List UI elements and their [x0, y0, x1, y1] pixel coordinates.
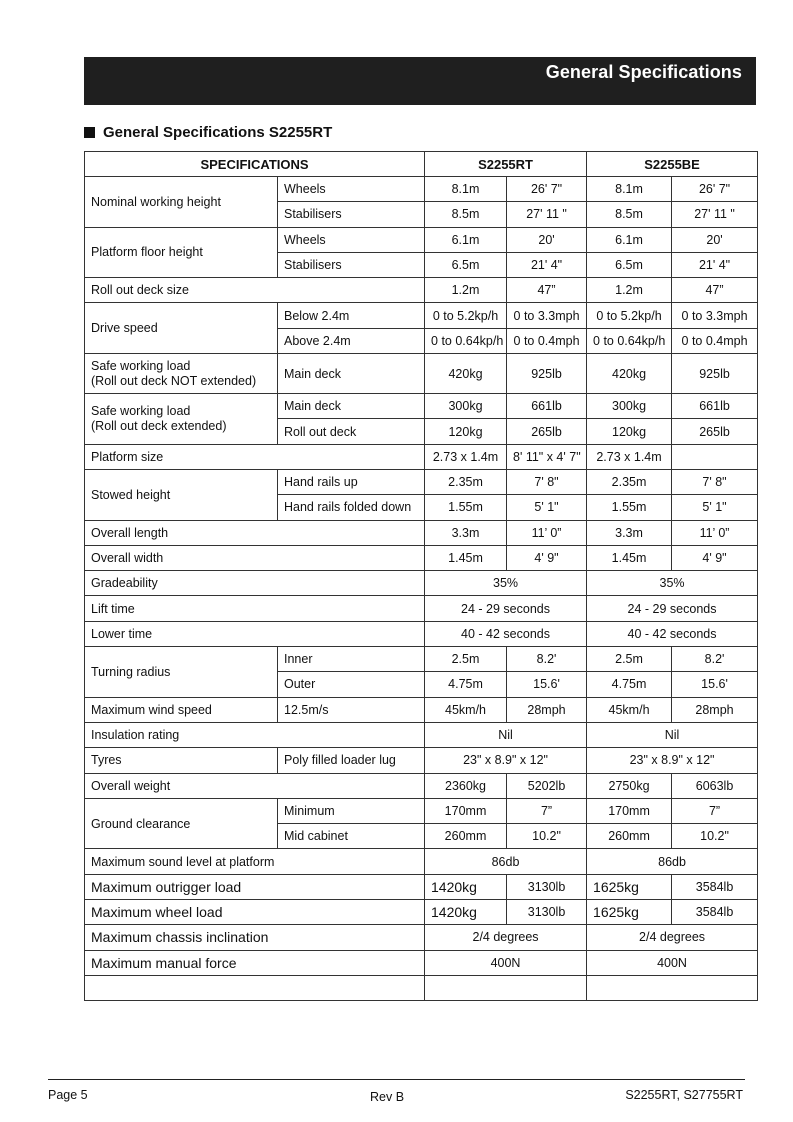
cell: 10.2" — [672, 824, 758, 849]
table-row — [85, 571, 758, 596]
cell: 2.35m — [587, 469, 672, 494]
row-label: Stowed height — [85, 469, 278, 520]
table-row — [85, 874, 758, 899]
cell: 26' 7" — [507, 177, 587, 202]
cell: 0 to 5.2kp/h — [587, 303, 672, 328]
cell: 27' 11 " — [507, 202, 587, 227]
cell: 47” — [672, 278, 758, 303]
cell: 8.5m — [425, 202, 507, 227]
cell: 265lb — [672, 419, 758, 444]
row-sublabel: Wheels — [278, 177, 425, 202]
cell: 0 to 3.3mph — [507, 303, 587, 328]
row-label-line: Safe working load — [91, 358, 191, 373]
cell: 20' — [507, 227, 587, 252]
cell: 400N — [425, 950, 587, 975]
row-label: Overall width — [85, 545, 425, 570]
table-row — [85, 647, 758, 672]
table-header-row — [85, 152, 758, 177]
cell: 6.5m — [587, 252, 672, 277]
cell: 0 to 0.4mph — [507, 328, 587, 353]
cell: 4' 9" — [507, 545, 587, 570]
cell: 1.55m — [425, 495, 507, 520]
cell: 3584lb — [672, 900, 758, 925]
row-label: Gradeability — [85, 571, 425, 596]
cell: 661lb — [507, 394, 587, 419]
cell: 2.5m — [425, 647, 507, 672]
row-label: Maximum wind speed — [85, 697, 278, 722]
cell: 3.3m — [425, 520, 507, 545]
cell: 5202lb — [507, 773, 587, 798]
cell: 3584lb — [672, 874, 758, 899]
header-model-b: S2255BE — [587, 152, 758, 177]
cell: 40 - 42 seconds — [587, 621, 758, 646]
cell-empty — [425, 975, 587, 1000]
cell: 24 - 29 seconds — [587, 596, 758, 621]
cell: 2750kg — [587, 773, 672, 798]
cell: 11’ 0” — [672, 520, 758, 545]
cell: 4' 9" — [672, 545, 758, 570]
table-row — [85, 444, 758, 469]
cell: 1.2m — [425, 278, 507, 303]
cell — [672, 444, 758, 469]
table-row — [85, 394, 758, 419]
cell: 15.6' — [672, 672, 758, 697]
row-label-line: (Roll out deck extended) — [91, 418, 227, 433]
row-sublabel: Stabilisers — [278, 252, 425, 277]
row-label: Lift time — [85, 596, 425, 621]
cell: 2.73 x 1.4m — [425, 444, 507, 469]
footer-models: S2255RT, S27755RT — [625, 1088, 743, 1102]
cell: 7' 8" — [672, 469, 758, 494]
cell: 7” — [672, 798, 758, 823]
row-label: Tyres — [85, 748, 278, 773]
cell: 8.2' — [672, 647, 758, 672]
cell-empty — [85, 975, 425, 1000]
footer-divider — [48, 1079, 745, 1080]
cell: 260mm — [587, 824, 672, 849]
table-row — [85, 900, 758, 925]
row-sublabel: 12.5m/s — [278, 697, 425, 722]
row-label-line: (Roll out deck NOT extended) — [91, 373, 257, 388]
row-label — [85, 394, 278, 445]
cell: 4.75m — [587, 672, 672, 697]
cell: 8.2' — [507, 647, 587, 672]
cell: Nil — [587, 722, 758, 747]
cell: 0 to 0.4mph — [672, 328, 758, 353]
section-heading — [84, 124, 332, 141]
cell: 420kg — [587, 354, 672, 394]
cell: 21' 4" — [507, 252, 587, 277]
row-label: Maximum wheel load — [85, 900, 425, 925]
cell: 0 to 0.64kp/h — [425, 328, 507, 353]
cell: 1625kg — [587, 900, 672, 925]
cell: 2360kg — [425, 773, 507, 798]
table-row — [85, 950, 758, 975]
header-specifications: SPECIFICATIONS — [85, 152, 425, 177]
row-sublabel: Roll out deck — [278, 419, 425, 444]
cell: 5' 1" — [507, 495, 587, 520]
cell: 260mm — [425, 824, 507, 849]
cell: 40 - 42 seconds — [425, 621, 587, 646]
row-label: Platform size — [85, 444, 425, 469]
table-row — [85, 278, 758, 303]
cell: 86db — [425, 849, 587, 874]
cell: 2.35m — [425, 469, 507, 494]
cell: 0 to 5.2kp/h — [425, 303, 507, 328]
cell: 24 - 29 seconds — [425, 596, 587, 621]
cell-empty — [587, 975, 758, 1000]
cell: 2/4 degrees — [587, 925, 758, 950]
cell: 1420kg — [425, 900, 507, 925]
cell: 20' — [672, 227, 758, 252]
row-sublabel: Mid cabinet — [278, 824, 425, 849]
cell: 170mm — [587, 798, 672, 823]
row-label: Overall weight — [85, 773, 425, 798]
cell: 400N — [587, 950, 758, 975]
footer-page-number: Page 5 — [48, 1088, 88, 1102]
row-sublabel: Hand rails up — [278, 469, 425, 494]
cell: 1420kg — [425, 874, 507, 899]
row-sublabel: Outer — [278, 672, 425, 697]
cell: 1.2m — [587, 278, 672, 303]
cell: 86db — [587, 849, 758, 874]
row-label: Maximum chassis inclination — [85, 925, 425, 950]
row-sublabel: Minimum — [278, 798, 425, 823]
row-label: Turning radius — [85, 647, 278, 698]
table-row — [85, 773, 758, 798]
cell: 300kg — [587, 394, 672, 419]
cell: 8' 11" x 4' 7" — [507, 444, 587, 469]
row-label: Insulation rating — [85, 722, 425, 747]
cell: 47” — [507, 278, 587, 303]
row-label: Lower time — [85, 621, 425, 646]
row-label: Maximum sound level at platform — [85, 849, 425, 874]
row-sublabel: Wheels — [278, 227, 425, 252]
cell: 45km/h — [587, 697, 672, 722]
cell: 26' 7" — [672, 177, 758, 202]
cell: 5' 1" — [672, 495, 758, 520]
row-sublabel: Below 2.4m — [278, 303, 425, 328]
cell: 28mph — [672, 697, 758, 722]
table-row — [85, 545, 758, 570]
table-row — [85, 469, 758, 494]
cell: 170mm — [425, 798, 507, 823]
table-row — [85, 303, 758, 328]
cell: 28mph — [507, 697, 587, 722]
table-row — [85, 596, 758, 621]
row-sublabel: Main deck — [278, 354, 425, 394]
cell: 1.45m — [587, 545, 672, 570]
row-label: Nominal working height — [85, 177, 278, 228]
square-bullet-icon — [84, 127, 95, 138]
footer-revision: Rev B — [370, 1090, 405, 1104]
table-row — [85, 748, 758, 773]
row-label: Platform floor height — [85, 227, 278, 278]
cell: 0 to 0.64kp/h — [587, 328, 672, 353]
cell: 8.1m — [587, 177, 672, 202]
row-sublabel: Inner — [278, 647, 425, 672]
table-row — [85, 520, 758, 545]
row-label: Roll out deck size — [85, 278, 425, 303]
cell: 6.1m — [425, 227, 507, 252]
table-row — [85, 177, 758, 202]
table-row-empty — [85, 975, 758, 1000]
cell: 1625kg — [587, 874, 672, 899]
table-row — [85, 849, 758, 874]
cell: 3.3m — [587, 520, 672, 545]
cell: 120kg — [587, 419, 672, 444]
cell: 120kg — [425, 419, 507, 444]
cell: 2.5m — [587, 647, 672, 672]
table-row — [85, 798, 758, 823]
cell: 6.5m — [425, 252, 507, 277]
cell: 3130lb — [507, 900, 587, 925]
cell: 265lb — [507, 419, 587, 444]
row-label-line: Safe working load — [91, 403, 191, 418]
row-sublabel: Main deck — [278, 394, 425, 419]
cell: 15.6' — [507, 672, 587, 697]
cell: 925lb — [672, 354, 758, 394]
cell: 21' 4" — [672, 252, 758, 277]
cell: 1.45m — [425, 545, 507, 570]
row-sublabel: Stabilisers — [278, 202, 425, 227]
cell: 45km/h — [425, 697, 507, 722]
row-label: Maximum manual force — [85, 950, 425, 975]
row-sublabel: Hand rails folded down — [278, 495, 425, 520]
cell: Nil — [425, 722, 587, 747]
row-label — [85, 354, 278, 394]
cell: 7' 8" — [507, 469, 587, 494]
row-label: Drive speed — [85, 303, 278, 354]
cell: 35% — [425, 571, 587, 596]
row-sublabel: Poly filled loader lug — [278, 748, 425, 773]
table-row — [85, 722, 758, 747]
cell: 23" x 8.9" x 12" — [425, 748, 587, 773]
cell: 8.1m — [425, 177, 507, 202]
cell: 300kg — [425, 394, 507, 419]
header-model-a: S2255RT — [425, 152, 587, 177]
cell: 2.73 x 1.4m — [587, 444, 672, 469]
cell: 6063lb — [672, 773, 758, 798]
cell: 10.2" — [507, 824, 587, 849]
cell: 925lb — [507, 354, 587, 394]
table-row — [85, 697, 758, 722]
row-label: Maximum outrigger load — [85, 874, 425, 899]
cell: 0 to 3.3mph — [672, 303, 758, 328]
section-title: General Specifications S2255RT — [103, 124, 333, 141]
row-label: Overall length — [85, 520, 425, 545]
table-row — [85, 227, 758, 252]
cell: 2/4 degrees — [425, 925, 587, 950]
table-row — [85, 354, 758, 394]
cell: 11’ 0” — [507, 520, 587, 545]
cell: 6.1m — [587, 227, 672, 252]
cell: 8.5m — [587, 202, 672, 227]
cell: 420kg — [425, 354, 507, 394]
cell: 7” — [507, 798, 587, 823]
cell: 27' 11 " — [672, 202, 758, 227]
table-row — [85, 925, 758, 950]
cell: 23" x 8.9" x 12" — [587, 748, 758, 773]
cell: 4.75m — [425, 672, 507, 697]
cell: 661lb — [672, 394, 758, 419]
page-title: General Specifications — [545, 62, 742, 82]
row-label: Ground clearance — [85, 798, 278, 849]
specifications-table — [84, 151, 758, 1001]
cell: 1.55m — [587, 495, 672, 520]
cell: 35% — [587, 571, 758, 596]
row-sublabel: Above 2.4m — [278, 328, 425, 353]
header-bar — [84, 57, 756, 105]
cell: 3130lb — [507, 874, 587, 899]
table-row — [85, 621, 758, 646]
